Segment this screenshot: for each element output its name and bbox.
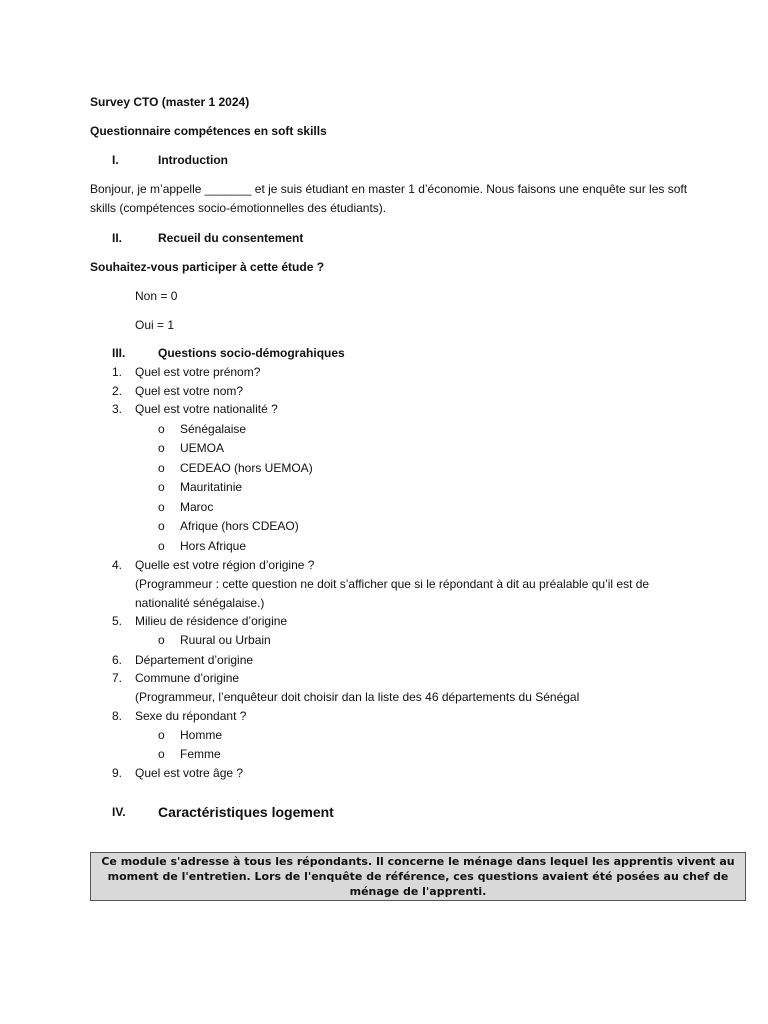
section-number: I.: [112, 153, 119, 167]
module-note-box: Ce module s'adresse à tous les répondants. Il concerne le ménage dans lequel les apprentis vivent au moment de l'entretien. Lors de l'enquête de référence, ces questions avaient été posées au chef de ménage de l'apprenti.: [90, 852, 746, 901]
question-number: 8.: [112, 709, 123, 723]
answer-option: Maroc: [180, 500, 214, 514]
programmer-note: (Programmeur, l’enquêteur doit choisir dan la liste des 46 départements du Sénégal: [135, 690, 580, 704]
section-title: Introduction: [158, 153, 228, 167]
question-text: Commune d’origine: [135, 671, 240, 685]
question-text: Quel est votre nom?: [135, 384, 244, 398]
question-number: 6.: [112, 653, 123, 667]
intro-paragraph: Bonjour, je m’appelle _______ et je suis étudiant en master 1 d’économie. Nous faisons une enquête sur les soft skills (compétences socio-émotionnelles des étudiants).: [90, 182, 688, 215]
list-bullet: o: [158, 422, 165, 436]
question-number: 2.: [112, 384, 123, 398]
answer-option: Ruural ou Urbain: [180, 633, 271, 647]
consent-question: Souhaitez-vous participer à cette étude ?: [90, 260, 325, 274]
question-number: 4.: [112, 558, 123, 572]
list-bullet: o: [158, 461, 165, 475]
question-number: 3.: [112, 402, 123, 416]
answer-option: UEMOA: [180, 441, 225, 455]
question-number: 5.: [112, 614, 123, 628]
question-number: 7.: [112, 671, 123, 685]
section-number: IV.: [112, 805, 126, 819]
section-title: Recueil du consentement: [158, 231, 304, 245]
answer-option: Sénégalaise: [180, 422, 247, 436]
list-bullet: o: [158, 480, 165, 494]
list-bullet: o: [158, 728, 165, 742]
answer-option: Homme: [180, 728, 223, 742]
programmer-note: (Programmeur : cette question ne doit s’afficher que si le répondant à dit au préalable qu’il est de nationalité sénégalaise.): [135, 577, 650, 610]
document-subtitle: Questionnaire compétences en soft skills: [90, 124, 327, 138]
question-text: Sexe du répondant ?: [135, 709, 247, 723]
answer-option: Femme: [180, 747, 221, 761]
answer-option: Hors Afrique: [180, 539, 247, 553]
section-title: Questions socio-démograhiques: [158, 346, 345, 360]
answer-option: CEDEAO (hors UEMOA): [180, 461, 313, 475]
answer-option: Mauritatinie: [180, 480, 243, 494]
question-text: Quel est votre prénom?: [135, 365, 261, 379]
list-bullet: o: [158, 633, 165, 647]
question-text: Quel est votre nationalité ?: [135, 402, 278, 416]
list-bullet: o: [158, 500, 165, 514]
question-text: Quel est votre âge ?: [135, 766, 244, 780]
question-text: Département d’origine: [135, 653, 254, 667]
answer-option: Afrique (hors CDEAO): [180, 519, 299, 533]
list-bullet: o: [158, 441, 165, 455]
section-title: Caractéristiques logement: [158, 804, 334, 820]
document-title: Survey CTO (master 1 2024): [90, 95, 250, 109]
question-text: Milieu de résidence d’origine: [135, 614, 288, 628]
section-number: II.: [112, 231, 123, 245]
question-number: 9.: [112, 766, 123, 780]
list-bullet: o: [158, 747, 165, 761]
consent-option: Oui = 1: [135, 318, 175, 332]
question-text: Quelle est votre région d’origine ?: [135, 558, 315, 572]
list-bullet: o: [158, 539, 165, 553]
question-number: 1.: [112, 365, 123, 379]
list-bullet: o: [158, 519, 165, 533]
section-number: III.: [112, 346, 126, 360]
consent-option: Non = 0: [135, 289, 178, 303]
